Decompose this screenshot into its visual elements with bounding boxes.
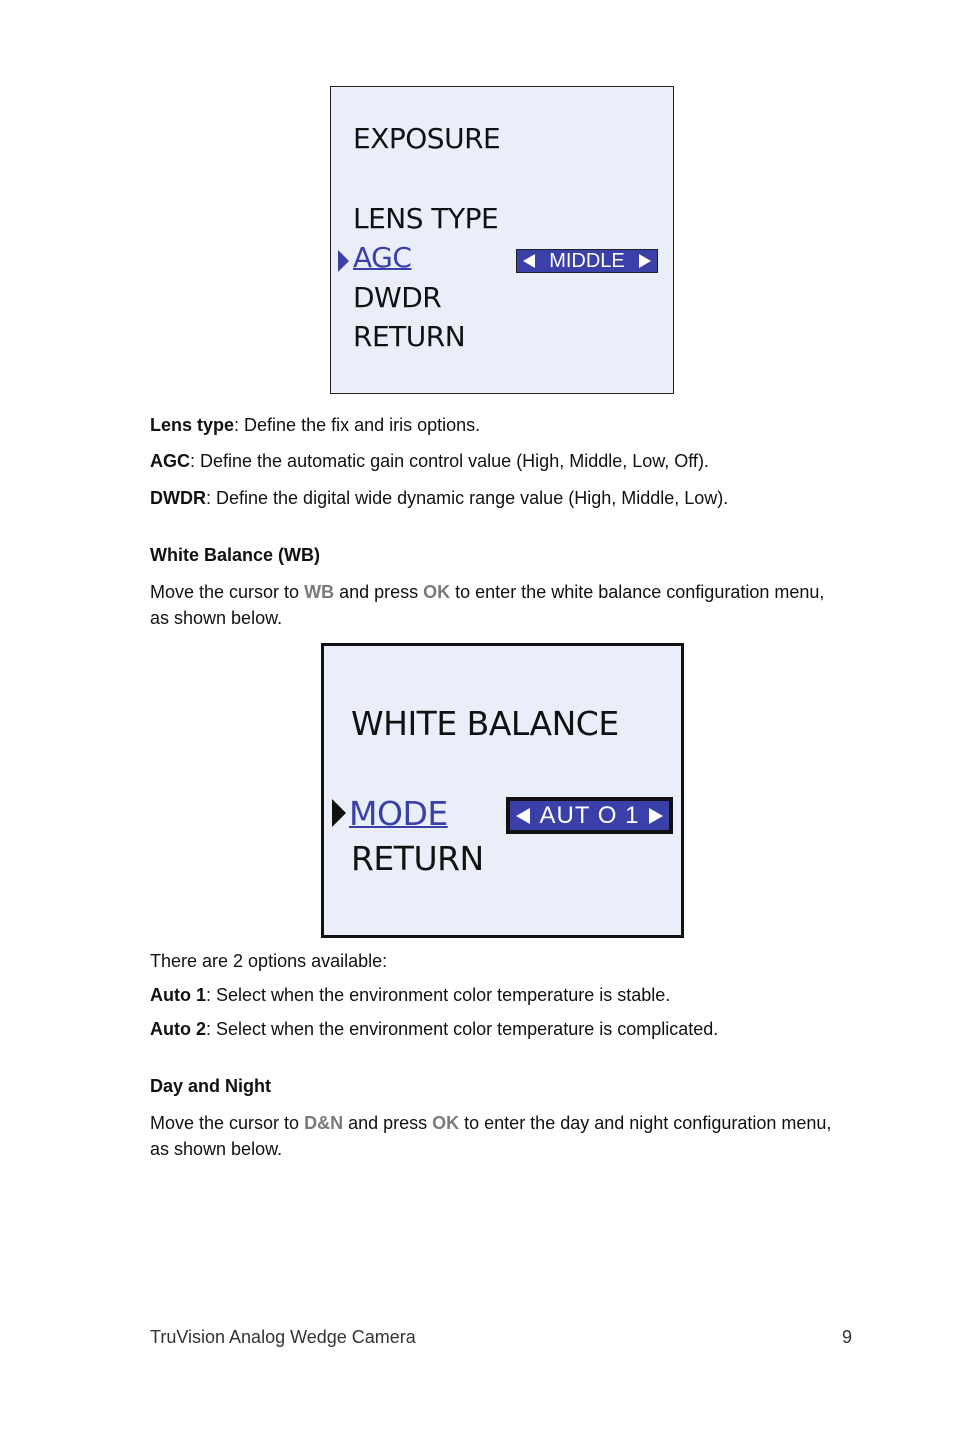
menu-item-return: RETURN <box>353 320 466 353</box>
menu-item-mode: MODE <box>349 794 448 833</box>
menu-item-return: RETURN <box>351 839 484 878</box>
wb-menu-title: WHITE BALANCE <box>351 704 619 743</box>
dn-heading: Day and Night <box>150 1076 272 1096</box>
wb-options-intro: There are 2 options available: <box>150 951 388 971</box>
footer-title: TruVision Analog Wedge Camera <box>150 1327 416 1347</box>
dn-intro: Move the cursor to D&N and press OK to enter the day and night configuration menu, as shown below. <box>150 1113 832 1159</box>
left-arrow-icon <box>523 254 535 268</box>
page-number: 9 <box>842 1327 853 1347</box>
wb-intro: Move the cursor to WB and press OK to enter the white balance configuration menu, as shown below. <box>150 582 825 628</box>
menu-item-agc: AGC <box>353 241 412 274</box>
menu-item-lens-type: LENS TYPE <box>353 202 499 235</box>
menu-item-dwdr: DWDR <box>353 281 442 314</box>
right-arrow-icon <box>649 808 663 824</box>
mode-value-selector <box>506 797 673 834</box>
cursor-arrow-icon <box>332 799 346 827</box>
desc-dwdr: DWDR: Define the digital wide dynamic range value (High, Middle, Low). <box>150 488 729 508</box>
exposure-menu-title: EXPOSURE <box>353 122 501 155</box>
cursor-arrow-icon <box>338 250 349 272</box>
desc-lens-type: Lens type: Define the fix and iris options. <box>150 415 481 435</box>
white-balance-osd-menu <box>321 643 684 938</box>
exposure-osd-menu <box>330 86 674 394</box>
wb-option-auto1: Auto 1: Select when the environment color temperature is stable. <box>150 985 671 1005</box>
wb-heading: White Balance (WB) <box>150 545 321 565</box>
mode-value: AUT O 1 <box>539 801 640 829</box>
wb-option-auto2: Auto 2: Select when the environment color temperature is complicated. <box>150 1019 719 1039</box>
agc-value-selector <box>516 249 658 273</box>
desc-agc: AGC: Define the automatic gain control value (High, Middle, Low, Off). <box>150 451 709 471</box>
agc-value: MIDDLE <box>549 249 625 272</box>
right-arrow-icon <box>639 254 651 268</box>
left-arrow-icon <box>516 808 530 824</box>
